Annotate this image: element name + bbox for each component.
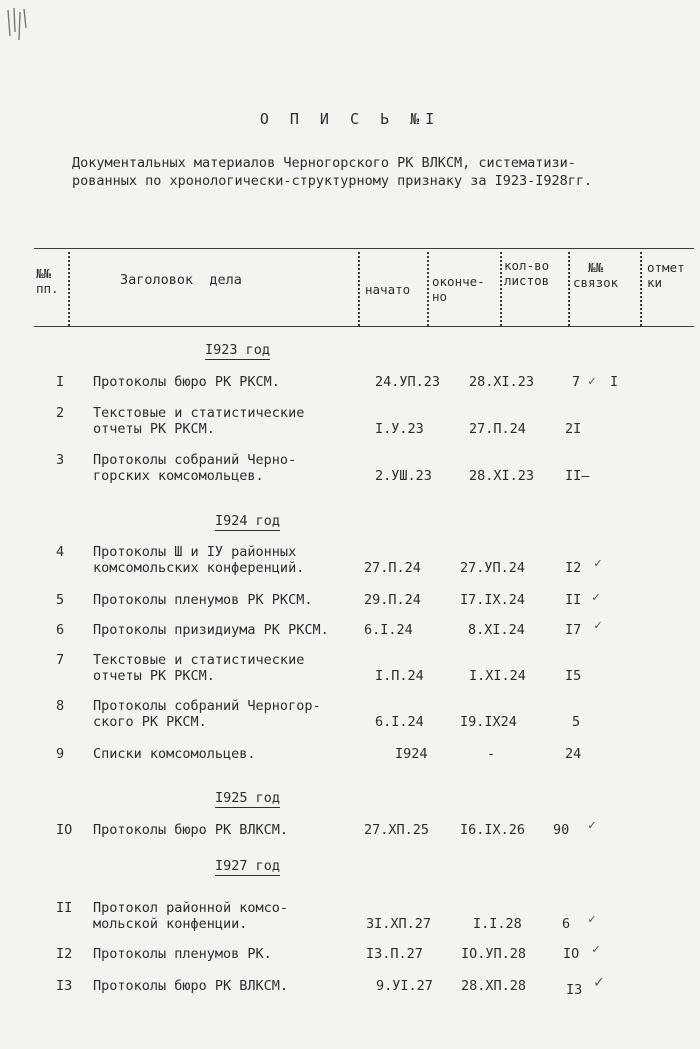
row-sheets: II— bbox=[565, 468, 590, 484]
row-sheets: 90 bbox=[553, 822, 570, 838]
row-title: Протокол районной комсо- мольской конфенции. bbox=[93, 900, 289, 932]
row-title: Текстовые и статистические отчеты РК РКСМ. bbox=[93, 405, 305, 437]
row-title: Протоколы бюро РК ВЛКСМ. bbox=[93, 978, 289, 994]
header-title: Заголовок дела bbox=[120, 272, 242, 288]
row-end-date: IO.УП.28 bbox=[461, 946, 527, 962]
row-check-mark: ✓ bbox=[588, 374, 596, 389]
year-header-1927: I927 год bbox=[215, 858, 281, 874]
row-check-mark: ✓ bbox=[588, 818, 596, 833]
row-end-date: 28.XП.28 bbox=[461, 978, 527, 994]
row-number: I2 bbox=[56, 946, 73, 962]
row-end-date: I.I.28 bbox=[473, 916, 522, 932]
row-end-date: 27.П.24 bbox=[469, 421, 526, 437]
row-number: 8 bbox=[56, 698, 65, 714]
row-sheets: I3 bbox=[566, 982, 583, 998]
row-sheets: 6 bbox=[562, 916, 571, 932]
row-title: Протоколы Ш и IУ районных комсомольских конференций. bbox=[93, 544, 305, 576]
document-subtitle bbox=[72, 154, 682, 190]
row-end-date: I9.IX24 bbox=[460, 714, 517, 730]
row-check-mark: ✓ bbox=[592, 590, 600, 605]
row-start-date: I3.П.27 bbox=[366, 946, 423, 962]
row-number: 9 bbox=[56, 746, 65, 762]
row-sheets: I2 bbox=[565, 560, 582, 576]
row-title: Списки комсомольцев. bbox=[93, 746, 256, 762]
margin-ink-strokes bbox=[2, 6, 36, 42]
column-separator bbox=[427, 252, 429, 326]
row-end-date: 28.XI.23 bbox=[469, 374, 535, 390]
header-bottom-rule bbox=[34, 326, 694, 327]
row-start-date: 3I.XП.27 bbox=[366, 916, 432, 932]
row-title: Протоколы бюро РК РКСМ. bbox=[93, 374, 280, 390]
row-start-date: I.У.23 bbox=[375, 421, 424, 437]
row-end-date: 8.XI.24 bbox=[468, 622, 525, 638]
row-end-date: I7.IX.24 bbox=[460, 592, 526, 608]
row-start-date: 2.УШ.23 bbox=[375, 468, 432, 484]
row-sheets: 5 bbox=[572, 714, 581, 730]
header-sheets: кол-во листов bbox=[504, 258, 550, 288]
row-number: II bbox=[56, 900, 73, 916]
row-bundle: I bbox=[610, 374, 619, 390]
subtitle-line-2: рованных по хронологически-структурному признаку за I923-I928гг. bbox=[72, 173, 593, 189]
row-check-mark: ✓ bbox=[594, 556, 602, 571]
row-end-date: - bbox=[487, 746, 496, 762]
row-number: 2 bbox=[56, 405, 65, 421]
header-top-rule bbox=[34, 248, 694, 249]
row-number: 7 bbox=[56, 652, 65, 668]
row-start-date: 27.П.24 bbox=[364, 560, 421, 576]
row-sheets: 24 bbox=[565, 746, 582, 762]
column-separator bbox=[358, 252, 360, 326]
row-end-date: 27.УП.24 bbox=[460, 560, 526, 576]
column-separator bbox=[500, 252, 502, 326]
row-check-mark: ✓ bbox=[594, 972, 604, 991]
row-start-date: 9.УI.27 bbox=[376, 978, 433, 994]
column-separator bbox=[640, 252, 642, 326]
row-number: I bbox=[56, 374, 65, 390]
header-start: начато bbox=[365, 282, 411, 297]
row-number: 6 bbox=[56, 622, 65, 638]
year-header-1925: I925 год bbox=[215, 790, 281, 806]
row-number: I3 bbox=[56, 978, 73, 994]
row-start-date: 6.I.24 bbox=[364, 622, 413, 638]
row-start-date: 29.П.24 bbox=[364, 592, 421, 608]
row-number: IO bbox=[56, 822, 73, 838]
row-sheets: 7 bbox=[572, 374, 581, 390]
header-end: оконче- но bbox=[432, 274, 485, 304]
row-check-mark: ✓ bbox=[594, 618, 602, 633]
row-number: 3 bbox=[56, 452, 65, 468]
row-title: Протоколы призидиума РК РКСМ. bbox=[93, 622, 329, 638]
row-check-mark: ✓ bbox=[588, 912, 596, 927]
column-separator bbox=[568, 252, 570, 326]
row-start-date: I924 bbox=[395, 746, 428, 762]
row-number: 4 bbox=[56, 544, 65, 560]
year-header-1924: I924 год bbox=[215, 513, 281, 529]
header-bundle: №№ связок bbox=[573, 260, 619, 290]
row-number: 5 bbox=[56, 592, 65, 608]
year-header-1923: I923 год bbox=[205, 342, 271, 358]
row-title: Протоколы пленумов РК РКСМ. bbox=[93, 592, 313, 608]
row-sheets: 2I bbox=[565, 421, 582, 437]
row-title: Протоколы собраний Черно- горских комсомольцев. bbox=[93, 452, 297, 484]
row-check-mark: ✓ bbox=[592, 942, 600, 957]
row-title: Текстовые и статистические отчеты РК РКСМ. bbox=[93, 652, 305, 684]
row-sheets: IO bbox=[563, 946, 580, 962]
row-start-date: I.П.24 bbox=[375, 668, 424, 684]
header-notes: отмет ки bbox=[647, 260, 685, 290]
row-end-date: I6.IX.26 bbox=[460, 822, 526, 838]
row-end-date: I.XI.24 bbox=[469, 668, 526, 684]
row-title: Протоколы бюро РК ВЛКСМ. bbox=[93, 822, 289, 838]
row-end-date: 28.XI.23 bbox=[469, 468, 535, 484]
row-title: Протоколы собраний Черногор- ского РК РКСМ. bbox=[93, 698, 321, 730]
header-num: №№ пп. bbox=[36, 266, 59, 296]
row-start-date: 24.УП.23 bbox=[375, 374, 441, 390]
column-separator bbox=[68, 252, 70, 326]
row-sheets: I7 bbox=[565, 622, 582, 638]
row-sheets: II bbox=[565, 592, 582, 608]
document-title: О П И С Ь №I bbox=[259, 110, 441, 128]
row-sheets: I5 bbox=[565, 668, 582, 684]
row-title: Протоколы пленумов РК. bbox=[93, 946, 272, 962]
row-start-date: 27.XП.25 bbox=[364, 822, 430, 838]
subtitle-line-1: Документальных материалов Черногорского РК ВЛКСМ, систематизи- bbox=[72, 155, 576, 171]
row-start-date: 6.I.24 bbox=[375, 714, 424, 730]
